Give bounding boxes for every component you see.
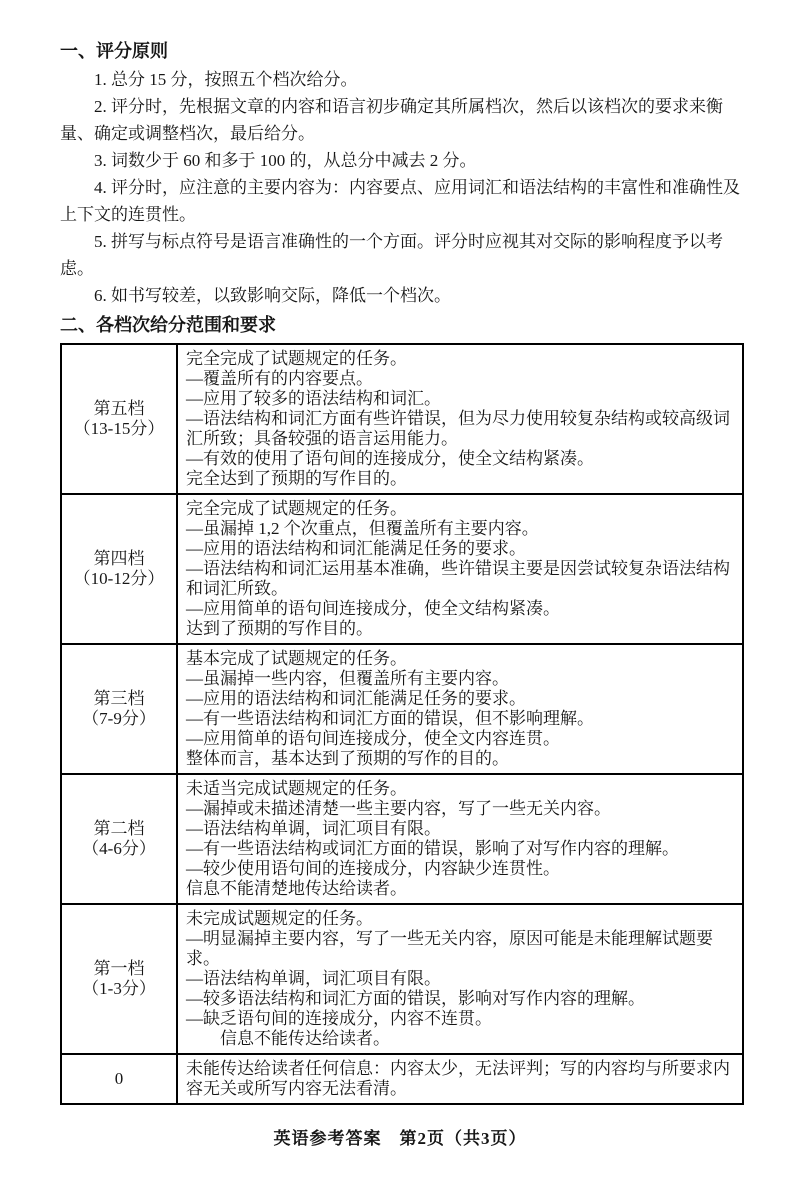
band-description-cell <box>177 644 743 774</box>
desc-line: 达到了预期的写作目的。 <box>186 619 373 638</box>
band-row <box>61 644 743 774</box>
band-label: 第五档 <box>93 399 145 418</box>
desc-line: 完全完成了试题规定的任务。 <box>186 349 407 368</box>
band-label: 第三档 <box>93 689 145 708</box>
principles-list <box>60 66 744 309</box>
band-description-cell <box>177 344 743 494</box>
band-label: 0 <box>114 1069 124 1088</box>
section1-heading: 一、评分原则 <box>60 41 168 61</box>
principle-item: 6. 如书写较差，以致影响交际，降低一个档次。 <box>94 286 451 305</box>
desc-line: —漏掉或未描述清楚一些主要内容，写了一些无关内容。 <box>186 799 611 818</box>
band-cell <box>61 1054 177 1104</box>
band-label: 第一档 <box>93 959 145 978</box>
desc-line: 完全达到了预期的写作目的。 <box>186 469 407 488</box>
desc-line: 完全完成了试题规定的任务。 <box>186 499 407 518</box>
band-description-cell <box>177 1054 743 1104</box>
desc-line: —应用简单的语句间连接成分，使全文结构紧凑。 <box>186 599 560 618</box>
band-row <box>61 774 743 904</box>
band-row <box>61 494 743 644</box>
desc-line: —较多语法结构和词汇方面的错误，影响对写作内容的理解。 <box>186 989 645 1008</box>
band-cell <box>61 644 177 774</box>
desc-line: —缺乏语句间的连接成分，内容不连贯。 <box>186 1009 492 1028</box>
principle-item: 2. 评分时，先根据文章的内容和语言初步确定其所属档次，然后以该档次的要求来衡量、确定或调整档次，最后给分。 <box>60 97 723 143</box>
band-description-cell <box>177 904 743 1054</box>
page-footer: 英语参考答案 第2页（共3页） <box>273 1129 527 1148</box>
desc-line: —语法结构单调，词汇项目有限。 <box>186 819 441 838</box>
desc-line: —有效的使用了语句间的连接成分，使全文结构紧凑。 <box>186 449 594 468</box>
band-range: （13-15分） <box>73 419 165 438</box>
principle-item: 1. 总分 15 分，按照五个档次给分。 <box>94 70 358 89</box>
desc-line: 未完成试题规定的任务。 <box>186 909 373 928</box>
band-row <box>61 1054 743 1104</box>
desc-line: —虽漏掉 1,2 个次重点，但覆盖所有主要内容。 <box>186 519 539 538</box>
desc-line: 未能传达给读者任何信息：内容太少，无法评判；写的内容均与所要求内容无关或所写内容无法看清。 <box>186 1059 730 1098</box>
section2-heading: 二、各档次给分范围和要求 <box>60 315 276 335</box>
desc-line: 整体而言，基本达到了预期的写作的目的。 <box>186 749 509 768</box>
band-row <box>61 904 743 1054</box>
desc-line: —覆盖所有的内容要点。 <box>186 369 373 388</box>
desc-line: —语法结构和词汇方面有些许错误，但为尽力使用较复杂结构或较高级词汇所致；具备较强的语言运用能力。 <box>186 409 730 448</box>
desc-line: 信息不能清楚地传达给读者。 <box>186 879 407 898</box>
band-range: （7-9分） <box>82 709 156 728</box>
desc-line: —应用简单的语句间连接成分，使全文内容连贯。 <box>186 729 560 748</box>
desc-line: —应用的语法结构和词汇能满足任务的要求。 <box>186 689 526 708</box>
band-label: 第四档 <box>93 549 145 568</box>
principle-item: 4. 评分时，应注意的主要内容为：内容要点、应用词汇和语法结构的丰富性和准确性及上下文的连贯性。 <box>60 178 740 224</box>
band-cell <box>61 344 177 494</box>
desc-line: —有一些语法结构或词汇方面的错误，影响了对写作内容的理解。 <box>186 839 679 858</box>
desc-line: —虽漏掉一些内容，但覆盖所有主要内容。 <box>186 669 509 688</box>
desc-line: —较少使用语句间的连接成分，内容缺少连贯性。 <box>186 859 560 878</box>
band-range: （4-6分） <box>82 839 156 858</box>
desc-line: —明显漏掉主要内容，写了一些无关内容，原因可能是未能理解试题要求。 <box>186 929 713 968</box>
desc-line: 基本完成了试题规定的任务。 <box>186 649 407 668</box>
desc-line: —语法结构和词汇运用基本准确，些许错误主要是因尝试较复杂语法结构和词汇所致。 <box>186 559 730 598</box>
desc-line: —应用了较多的语法结构和词汇。 <box>186 389 441 408</box>
band-row <box>61 344 743 494</box>
desc-line: 未适当完成试题规定的任务。 <box>186 779 407 798</box>
band-cell <box>61 494 177 644</box>
band-description-cell <box>177 774 743 904</box>
principle-item: 5. 拼写与标点符号是语言准确性的一个方面。评分时应视其对交际的影响程度予以考虑。 <box>60 232 723 278</box>
band-label: 第二档 <box>93 819 145 838</box>
band-range: （1-3分） <box>82 979 156 998</box>
band-description-cell <box>177 494 743 644</box>
band-range: （10-12分） <box>73 569 165 588</box>
desc-line: —应用的语法结构和词汇能满足任务的要求。 <box>186 539 526 558</box>
principle-item: 3. 词数少于 60 和多于 100 的，从总分中减去 2 分。 <box>94 151 477 170</box>
desc-line: —有一些语法结构和词汇方面的错误，但不影响理解。 <box>186 709 594 728</box>
desc-line: —语法结构单调，词汇项目有限。 <box>186 969 441 988</box>
band-cell <box>61 904 177 1054</box>
score-table-body <box>61 344 743 1104</box>
desc-line: 信息不能传达给读者。 <box>186 1029 390 1048</box>
band-cell <box>61 774 177 904</box>
score-band-table <box>60 343 744 1105</box>
